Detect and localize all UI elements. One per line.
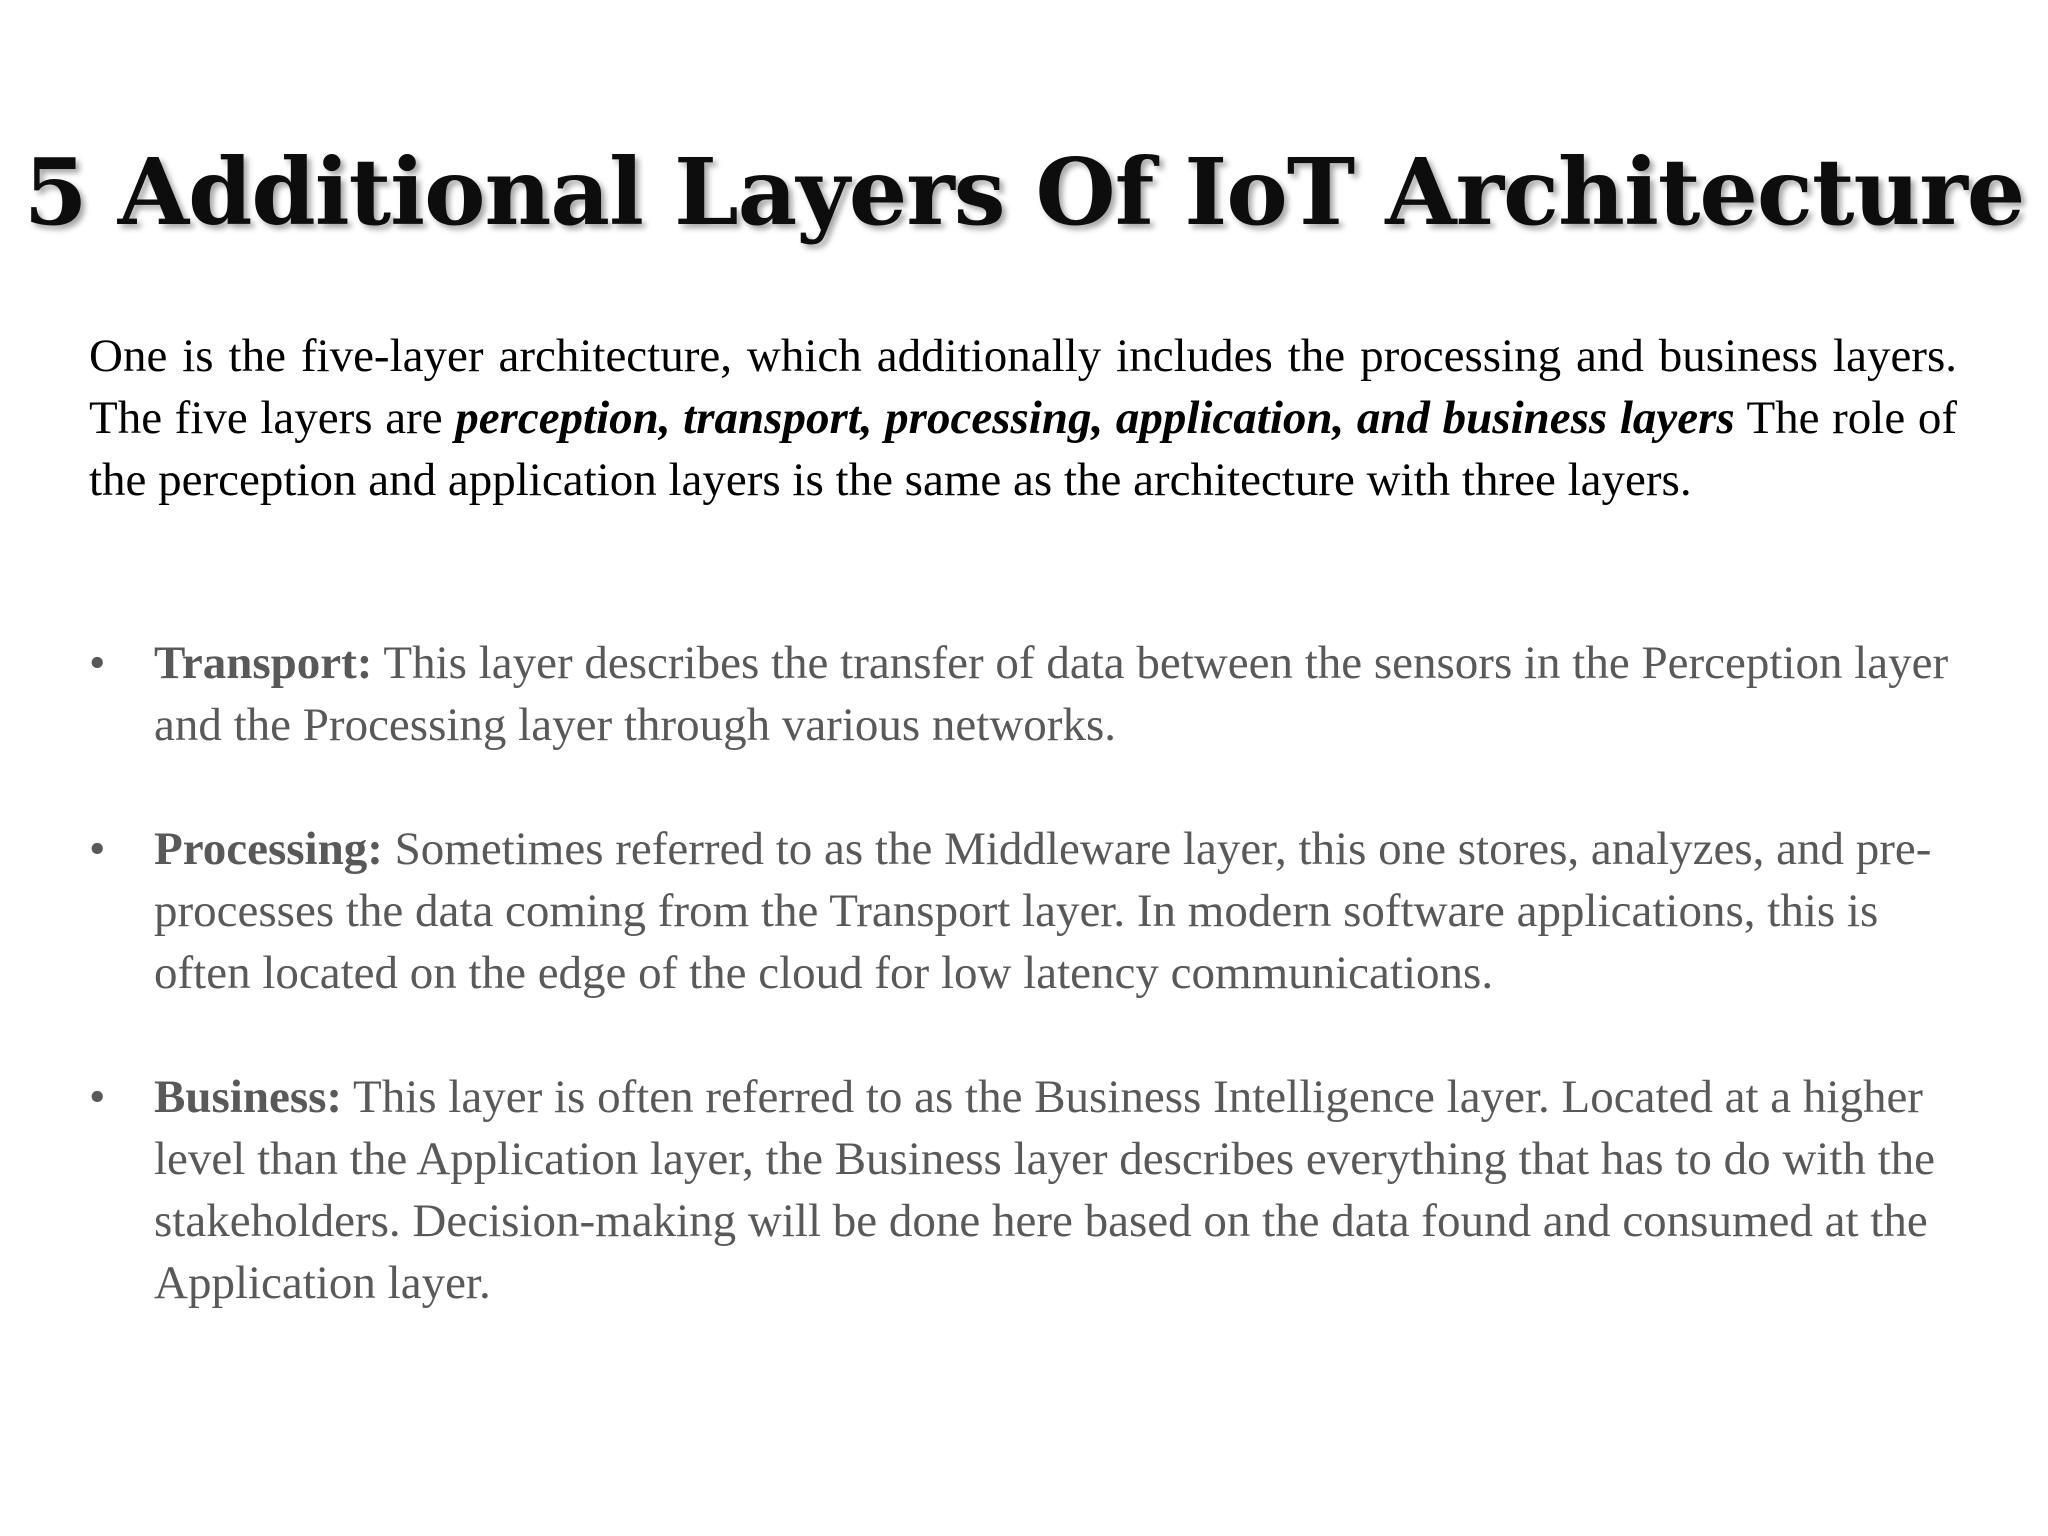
bullet-processing [89, 818, 1969, 1004]
intro-text-after: The role of the perception and application layers is the same as the architecture with three layers. [89, 392, 1957, 506]
bullet-business [89, 1066, 1969, 1314]
bullet-text: This layer describes the transfer of data between the sensors in the Perception layer and the Processing layer through various networks. [154, 637, 1949, 751]
slide-title: 5 Additional Layers Of IoT Architecture [23, 138, 2025, 246]
intro-emphasis: perception, transport, processing, application, and business layers [455, 392, 1735, 444]
bullet-transport [89, 632, 1969, 756]
bullet-text: This layer is often referred to as the Business Intelligence layer. Located at a higher level than the Application layer, the Business layer describes everything that has to do with the stakeholders. Decision-making will be done here based on the data found and consumed at the Application layer. [154, 1071, 1936, 1309]
intro-emphasis-wrapper [455, 392, 1735, 444]
bullet-label: Processing: [154, 823, 383, 875]
bullet-label: Business: [154, 1071, 343, 1123]
intro-paragraph [89, 325, 1957, 511]
bullet-icon: • [89, 637, 106, 689]
bullet-icon: • [89, 1071, 106, 1123]
bullet-label: Transport: [154, 637, 373, 689]
bullet-text: Sometimes referred to as the Middleware layer, this one stores, analyzes, and pre-processes the data coming from the Transport layer. In modern software applications, this is often located on the edge of the cloud for low latency communications. [154, 823, 1932, 999]
intro-text-before: One is the five-layer architecture, which additionally includes the processing and business layers. The five layers are [89, 330, 1957, 444]
bullet-icon: • [89, 823, 106, 875]
layer-bullet-list [89, 632, 1969, 1376]
